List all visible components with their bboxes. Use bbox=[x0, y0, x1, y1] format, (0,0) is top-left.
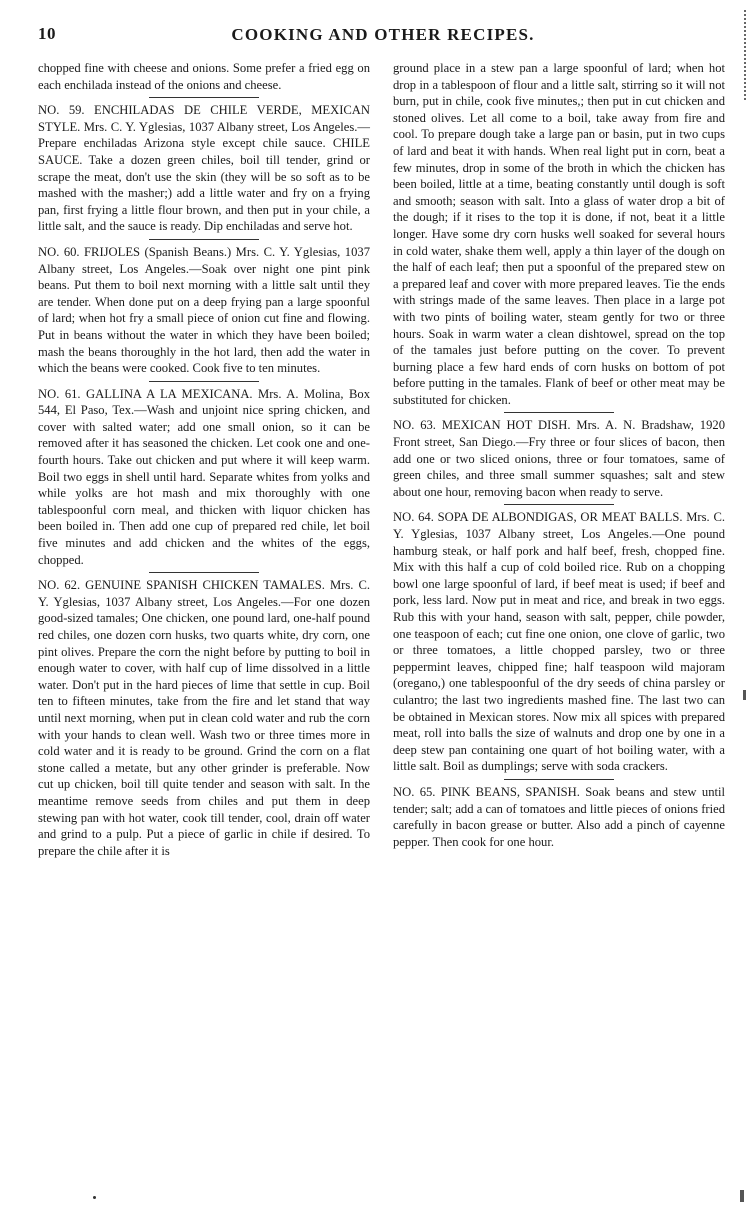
running-title: COOKING AND OTHER RECIPES. bbox=[231, 25, 535, 44]
left-column bbox=[38, 60, 370, 859]
page-header bbox=[38, 24, 728, 52]
continuation-text: chopped fine with cheese and onions. Some prefer a fried egg on each enchilada instead of the onions and cheese. bbox=[38, 61, 370, 92]
divider bbox=[504, 504, 614, 505]
divider bbox=[504, 412, 614, 413]
recipe-60: NO. 60. FRIJOLES (Spanish Beans.) Mrs. C. Y. Yglesias, 1037 Albany street, Los Angeles.—Soak over night one pint pink beans. Put them to boil next morning with a little salt until they are tender. When done put on a deep frying pan a large spoonful of lard; when hot fry a small piece of onion cut fine and flowing. Put in beans without the water in which they have been boiled; mash the beans thoroughly in the hot lard, then add the water in which the beans were cooked. Cook five to ten minutes. bbox=[38, 244, 370, 376]
divider bbox=[149, 239, 259, 240]
recipe-64: NO. 64. SOPA DE ALBONDIGAS, OR MEAT BALLS. Mrs. C. Y. Yglesias, 1037 Albany street, Los Angeles.—One pound hamburg steak, or half pork and half beef, fresh, chopped fine. Mix with this half a cup of cold boiled rice. Rub on a chopping bowl one large spoonful of lard, if beef meat is used; if beef and pork, less lard. Now put in meat and rice, and break in two eggs. Rub this with your hand, season with salt, pepper, chile powder, one teaspoon of each; cut fine one onion, one clove of garlic, two or three tomatoes, a little chopped parsley, two or three peppermint leaves, chipped fine; half teaspoon wild majoram (oregano,) one tablespoonful of the dry seeds of china parsley or culantro; the last two ingredients mashed fine. The last two can be obtained in Mexican stores. Now mix all spices with prepared meat, roll into balls the size of walnuts and drop one by one in a deep stew pan containing one quart of hot boiling water, with a little salt. Boil as dumplings; serve with soda crackers. bbox=[393, 510, 725, 774]
recipe-62: NO. 62. GENUINE SPANISH CHICKEN TAMALES. Mrs. C. Y. Yglesias, 1037 Albany street, Los Angeles.—For one dozen good-sized tamales; One chicken, one pound lard, one-half pound red chiles, one dozen corn husks, two quarts white, dry corn, one pint olives. Prepare the corn the night before by putting to boil in enough water to cover, with half cup of lime dissolved in a little water. Don't put in the hard pieces of lime that settle in cup. Boil ten to fifteen minutes, take from the fire and let stand that way until next morning, when put in clean cold water and rub the corn with your hands to clean well. Wash two or three times more in cold water and it is ready to be ground. Grind the corn on a flat stone called a metate, but any other grinder is preferable. Now cut up chicken, boil till quite tender and season with salt. In the meantime remove seeds from chiles and put them in deep stewing pan with hot water, cook till tender, cool, drain off water and grind to a pulp. Put a piece of garlic in chile if desired. To prepare the chile after it is bbox=[38, 578, 370, 858]
recipe-61: NO. 61. GALLINA A LA MEXICANA. Mrs. A. Molina, Box 544, El Paso, Tex.—Wash and unjoint nice spring chicken, and cover with salted water; add one small onion, so it can be removed after it has seasoned the chicken. Let cook one and one-fourth hours. Take out chicken and put where it will keep warm. Boil two eggs in shell until hard. Separate whites from yolks and while yolks are hot mash and mix thoroughly with one tablespoonful corn meal, and thicken with liquor chicken has been boiled in. Then add one cup of prepared red chile, let boil five minutes and add chicken and the whites of the eggs, chopped. bbox=[38, 386, 370, 567]
divider bbox=[504, 779, 614, 780]
ink-speck bbox=[93, 1196, 96, 1199]
page-edge-mark bbox=[740, 1190, 744, 1202]
right-column bbox=[393, 60, 725, 850]
recipe-59: NO. 59. ENCHILADAS DE CHILE VERDE, MEXICAN STYLE. Mrs. C. Y. Yglesias, 1037 Albany street, Los Angeles.—Prepare enchiladas Arizona style except chile sauce. CHILE SAUCE. Take a dozen green chiles, boil till tender, grind or scrape the meat, don't use the skin (they will be so soft as to be mashed with the masher;) add a little water and fry on a frying pan, first frying a little flour brown, and then put in your chile, a little salt, and the sauce is ready. Dip enchiladas and serve hot. bbox=[38, 103, 370, 234]
divider bbox=[149, 381, 259, 382]
page-number: 10 bbox=[38, 24, 56, 43]
continuation-text: ground place in a stew pan a large spoonful of lard; when hot drop in a tablespoon of flour and a little salt, stirring so it will not burn, put in chile, cook five minutes,; then put in cut chicken and stoned olives. Let all come to a boil, take away from fire and cool. To prepare dough take a large pan or basin, put in two cups of lard and beat it with hands. When real light put in corn, beat a few minutes, drop in some of the broth in which the chicken has been boiled, little at a time, beating constantly until dough is soft and smooth; season with salt. Into a glass of water drop a bit of the dough; if it rises to the top it is done, if not, beat it a little longer. Have some dry corn husks well soaked for several hours in cold water, shake them well, apply a thin layer of the dough on the half of each leaf; then put a spoonful of the prepared stew on a prepared leaf and cover with more prepared leaves. Tie the ends with strings made of the same leaves. Then place in a large pot with two pints of boiling water, steam gently for two or three hours. Soak in warm water a clean dishtowel, spread on the top of the tamales just before putting on the cover. To prevent burning place a few hard ends of corn husks on bottom of pot before putting in the tamales. Flank of beef or other meat may be substituted for chicken. bbox=[393, 61, 725, 407]
margin-scribble bbox=[738, 10, 746, 100]
recipe-63: NO. 63. MEXICAN HOT DISH. Mrs. A. N. Bradshaw, 1920 Front street, San Diego.—Fry three or four slices of bacon, then add one or two sliced onions, three or four tomatoes, same of green chiles, and three small summer squashes; salt and stew about one hour, removing bacon when ready to serve. bbox=[393, 418, 725, 499]
divider bbox=[149, 97, 259, 98]
divider bbox=[149, 572, 259, 573]
recipe-65: NO. 65. PINK BEANS, SPANISH. Soak beans and stew until tender; salt; add a can of tomatoes and little pieces of onions fried carefully in bacon grease or butter. Also add a pinch of cayenne pepper. Then cook for one hour. bbox=[393, 784, 725, 849]
page-edge-mark bbox=[743, 690, 746, 700]
